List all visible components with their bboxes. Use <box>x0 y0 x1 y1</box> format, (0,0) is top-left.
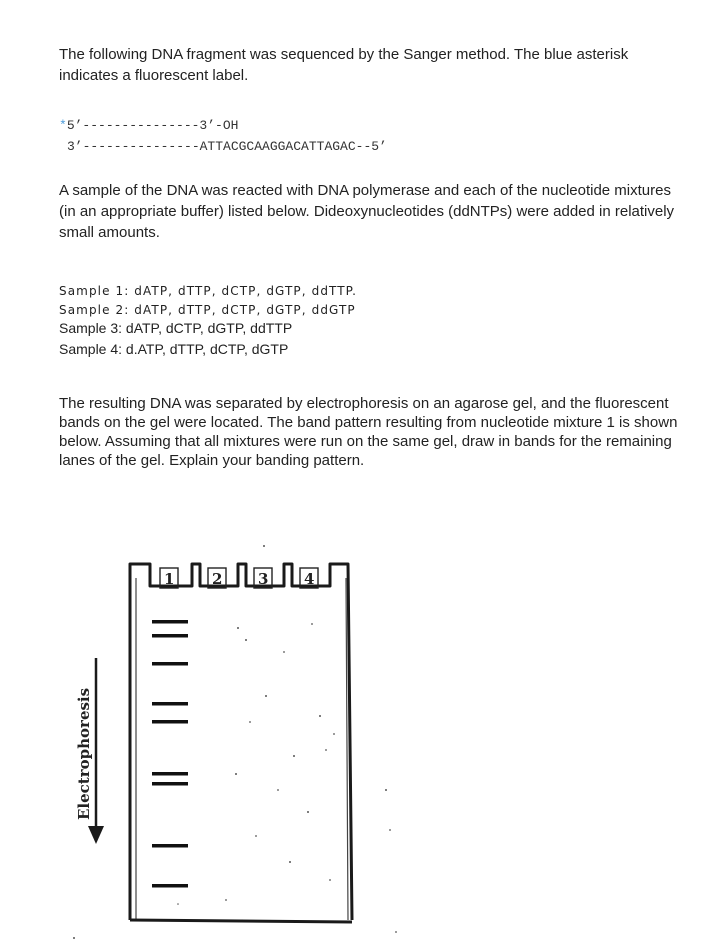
lane-label-2: 2 <box>212 570 223 588</box>
lane-1-band <box>152 782 188 786</box>
sample-3: Sample 3: dATP, dCTP, dGTP, ddTTP <box>59 320 293 336</box>
lane-1-band <box>152 720 188 724</box>
lane-1-band <box>152 662 188 666</box>
lane-label-3: 3 <box>258 570 269 588</box>
reaction-text: A sample of the DNA was reacted with DNA polymerase and each of the nucleotide mixtures (in an appropriate buffer) listed below. Dideoxynucleotides (ddNTPs) were added in relatively small amounts. <box>59 182 675 241</box>
lane-1-band <box>152 634 188 638</box>
lane-1-band <box>152 702 188 706</box>
dna-top-strand: *5’---------------3’-OH <box>59 118 239 133</box>
electrophoresis-label: Electrophoresis <box>75 687 93 820</box>
dna-bottom-strand: 3’---------------ATTACGCAAGGACATTAGAC--5’ <box>67 139 387 154</box>
lane-1-bands <box>152 620 188 888</box>
lane-label-1: 1 <box>164 570 175 588</box>
intro-text: The following DNA fragment was sequenced by the Sanger method. The blue asterisk indicates a fluorescent label. <box>59 46 629 84</box>
lane-1-band <box>152 884 188 888</box>
lane-label-4: 4 <box>304 570 315 588</box>
gel-inner-edge <box>136 578 348 920</box>
sample-4: Sample 4: d.ATP, dTTP, dCTP, dGTP <box>59 341 289 357</box>
sample-2: Sample 2: dATP, dTTP, dCTP, dGTP, ddGTP <box>59 303 356 317</box>
gel-outline <box>130 564 352 920</box>
lane-1-band <box>152 844 188 848</box>
lane-1-band <box>152 620 188 624</box>
sample-1: Sample 1: dATP, dTTP, dCTP, dGTP, ddTTP. <box>59 284 358 298</box>
lane-1-band <box>152 772 188 776</box>
fluorescent-label-asterisk: * <box>59 118 67 133</box>
gel-figure <box>50 528 410 948</box>
gel-bottom-edge <box>130 920 352 922</box>
question-text: The resulting DNA was separated by electrophoresis on an agarose gel, and the fluorescent bands on the gel were located. The band pattern resulting from nucleotide mixture 1 is shown below. Assuming that all mixtures were run on the same gel, draw in bands for the remaining lanes of the gel. Explain your banding pattern. <box>59 395 678 469</box>
